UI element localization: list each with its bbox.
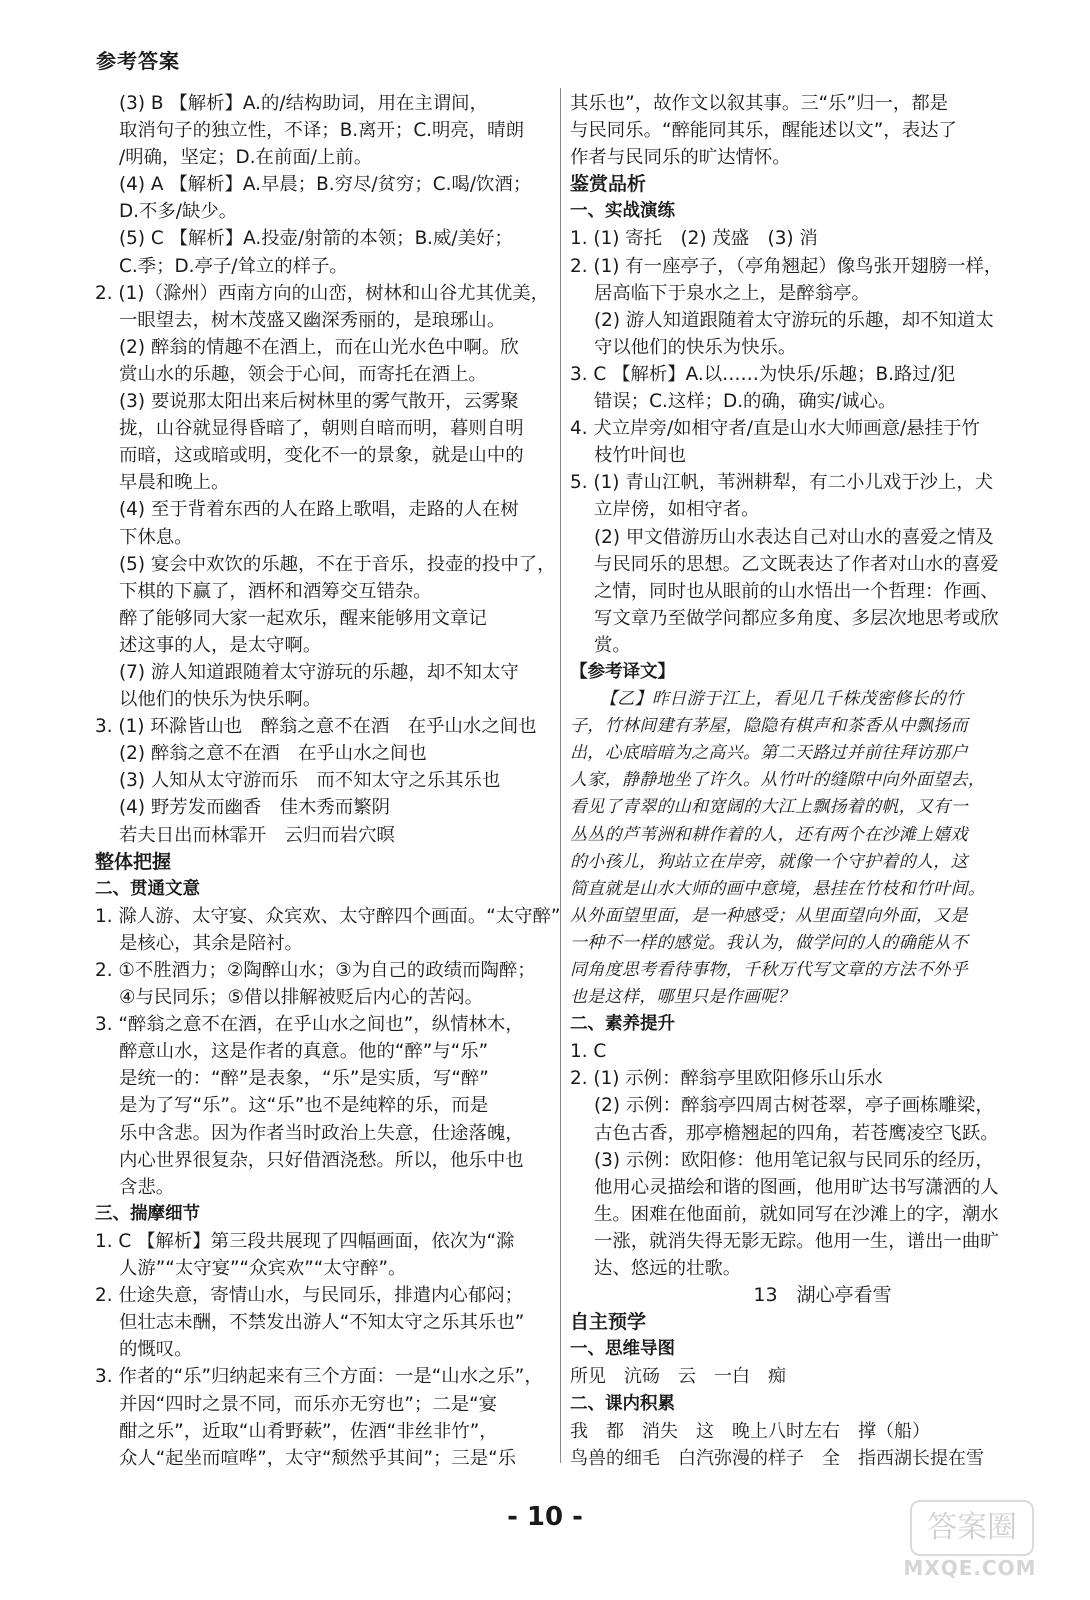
left-text-line: 1. C 【解析】第三段共展现了四幅画面，依次为“滁 bbox=[95, 1230, 515, 1252]
right-text-line: 鸟兽的细毛 白汽弥漫的样子 全 指西湖长提在雪 bbox=[570, 1447, 984, 1469]
right-text-line: 1. (1) 寄托 (2) 茂盛 (3) 消 bbox=[570, 228, 818, 250]
right-text-line: 错误；C.这样；D.的确，确实/诚心。 bbox=[594, 391, 897, 413]
left-text-line: (4) A 【解析】A.早晨；B.穷尽/贫穷；C.喝/饮酒； bbox=[119, 174, 532, 196]
right-text-line: 赏。 bbox=[594, 634, 631, 656]
left-text-line: 以他们的快乐为快乐啊。 bbox=[119, 689, 322, 711]
left-text-line: 整体把握 bbox=[95, 850, 172, 873]
right-text-line: 丛丛的芦苇洲和耕作着的人，还有两个在沙滩上嬉戏 bbox=[570, 824, 968, 845]
right-text-line: 4. 犬立岸旁/如相守者/直是山水大师画意/悬挂于竹 bbox=[570, 418, 980, 440]
right-text-line: 其乐也”，故作文以叙其事。三“乐”归一，都是 bbox=[570, 93, 949, 114]
right-text-line: 他用心灵描绘和谐的图画，他用旷达书写潇洒的人 bbox=[594, 1176, 999, 1198]
right-text-line: 写文章乃至做学问都应多角度、多层次地思考或欣 bbox=[594, 607, 999, 629]
page-header: 参考答案 bbox=[96, 49, 180, 73]
right-text-line: 我 都 消失 这 晚上八时左右 撑（船） bbox=[570, 1420, 930, 1442]
left-text-line: 述这事的人，是太守啊。 bbox=[119, 634, 322, 656]
right-text-line: 之情，同时也从眼前的山水悟出一个哲理：作画、 bbox=[594, 580, 999, 602]
left-text-line: 3. “醉翁之意不在酒，在乎山水之间也”，纵情林木， bbox=[95, 1014, 524, 1036]
left-text-line: 而暗，这或暗或明，变化不一的景象，就是山中的 bbox=[119, 445, 524, 467]
right-text-line: 子，竹林间建有茅屋，隐隐有棋声和茶香从中飘扬而 bbox=[570, 716, 968, 737]
right-text-line: 简直就是山水大师的画中意境，悬挂在竹枝和竹叶间。 bbox=[570, 878, 986, 899]
right-text-line: (3) 示例：欧阳修：他用笔记叙与民同乐的经历， bbox=[594, 1149, 994, 1171]
left-text-line: 赏山水的乐趣，领会于心间，而寄托在酒上。 bbox=[119, 363, 487, 385]
right-text-line: (2) 甲文借游历山水表达自己对山水的喜爱之情及 bbox=[594, 526, 994, 548]
right-text-line: 与民同乐的思想。乙文既表达了作者对山水的喜爱 bbox=[594, 553, 999, 575]
right-text-line: 5. (1) 青山江帆，苇洲耕犁，有二小儿戏于沙上，犬 bbox=[570, 472, 994, 494]
left-text-line: C.季；D.亭子/耸立的样子。 bbox=[119, 255, 348, 277]
left-text-line: (2) 醉翁的情趣不在酒上，而在山光水色中啊。欣 bbox=[119, 336, 519, 358]
right-text-line: 自主预学 bbox=[570, 1311, 647, 1334]
right-text-line: 2. (1) 示例：醉翁亭里欧阳修乐山乐水 bbox=[570, 1068, 883, 1090]
right-text-line: 作者与民同乐的旷达情怀。 bbox=[570, 147, 791, 169]
right-text-line: 也是这样，哪里只是作画呢？ bbox=[570, 987, 795, 1008]
left-text-line: 含悲。 bbox=[119, 1176, 175, 1198]
left-text-line: 人游”“太守宴”“众宾欢”“太守醉”。 bbox=[119, 1258, 407, 1280]
right-text-line: 一、思维导图 bbox=[570, 1339, 675, 1360]
left-text-line: (7) 游人知道跟随着太守游玩的乐趣，却不知太守 bbox=[119, 661, 519, 683]
left-text-line: 若夫日出而林霏开 云归而岩穴暝 bbox=[119, 824, 395, 846]
right-text-line: 居高临下于泉水之上，是醉翁亭。 bbox=[594, 282, 870, 304]
right-text-line: 古色古香，那亭檐翘起的四角，若苍鹰凌空飞跃。 bbox=[594, 1122, 999, 1144]
column-divider bbox=[560, 88, 561, 1463]
watermark bbox=[880, 1500, 1060, 1590]
left-text-line: 2. 仕途失意，寄情山水，与民同乐，排遣内心郁闷； bbox=[95, 1285, 523, 1307]
right-text-line: 出，心底暗暗为之高兴。第二天路过并前往拜访那户 bbox=[570, 743, 968, 764]
left-text-line: (5) C 【解析】A.投壶/射箭的本领；B.威/美好； bbox=[119, 228, 513, 250]
left-text-line: (2) 醉翁之意不在酒 在乎山水之间也 bbox=[119, 743, 427, 765]
left-text-line: 取消句子的独立性，不译；B.离开；C.明亮，晴朗 bbox=[119, 120, 524, 142]
left-text-line: 的慨叹。 bbox=[119, 1339, 193, 1361]
right-text-line: 从外面望里面，是一种感受；从里面望向外面，又是 bbox=[570, 905, 968, 926]
left-text-line: 1. 滁人游、太守宴、众宾欢、太守醉四个画面。“太守醉” bbox=[95, 905, 561, 927]
right-text-line: 3. C 【解析】A.以……为快乐/乐趣；B.路过/犯 bbox=[570, 363, 956, 385]
right-text-line: 生。困难在他面前，就如同写在沙滩上的字，潮水 bbox=[594, 1203, 999, 1225]
watermark-url: MXQE.COM bbox=[903, 1556, 1037, 1580]
left-text-line: 内心世界很复杂，只好借酒浇愁。所以，他乐中也 bbox=[119, 1149, 524, 1171]
left-text-line: 3. (1) 环滁皆山也 醉翁之意不在酒 在乎山水之间也 bbox=[95, 716, 537, 738]
left-text-line: 2. (1)（滁州）西南方向的山峦，树林和山谷尤其优美， bbox=[95, 282, 550, 304]
right-text-line: 一、实战演练 bbox=[570, 201, 675, 222]
left-text-line: 是为了写“乐”。这“乐”也不是纯粹的乐，而是 bbox=[119, 1095, 489, 1117]
left-text-line: (5) 宴会中欢饮的乐趣，不在于音乐，投壶的投中了， bbox=[119, 553, 556, 575]
left-text-line: 酣之乐”，近取“山肴野蔌”，佐酒“非丝非竹”， bbox=[119, 1420, 498, 1442]
right-column bbox=[570, 90, 1015, 1472]
left-text-line: 二、贯通文意 bbox=[95, 878, 200, 899]
left-text-line: 早晨和晚上。 bbox=[119, 472, 230, 494]
left-text-line: (3) 人知从太守游而乐 而不知太守之乐其乐也 bbox=[119, 770, 501, 792]
right-text-line: (2) 游人知道跟随着太守游玩的乐趣，却不知道太 bbox=[594, 309, 994, 331]
left-text-line: (4) 野芳发而幽香 佳木秀而繁阴 bbox=[119, 797, 390, 819]
right-text-line: 二、素养提升 bbox=[570, 1014, 675, 1035]
left-text-line: 醉了能够同大家一起欢乐，醒来能够用文章记 bbox=[119, 607, 487, 629]
right-text-line: 枝竹叶间也 bbox=[594, 445, 686, 467]
right-text-line: 鉴赏品析 bbox=[570, 173, 647, 196]
left-text-line: 乐中含悲。因为作者当时政治上失意，仕途落魄， bbox=[119, 1122, 524, 1144]
left-text-line: (3) B 【解析】A.的/结构助词，用在主谓间， bbox=[119, 93, 488, 114]
left-text-line: 3. 作者的“乐”归纳起来有三个方面：一是“山水之乐”， bbox=[95, 1366, 543, 1388]
left-text-line: 并因“四时之景不同，而乐亦无穷也”；二是“宴 bbox=[119, 1393, 498, 1415]
right-text-line: 二、课内积累 bbox=[570, 1393, 675, 1414]
left-text-line: 但壮志未酬，不禁发出游人“不知太守之乐其乐也” bbox=[119, 1312, 525, 1334]
right-text-line: 的小孩儿，狗站立在岸旁，就像一个守护着的人，这 bbox=[570, 851, 968, 872]
left-text-line: 是统一的：“醉”是表象，“乐”是实质，写“醉” bbox=[119, 1068, 489, 1090]
right-text-line: 2. (1) 有一座亭子，（亭角翘起）像鸟张开翅膀一样， bbox=[570, 255, 1003, 277]
right-text-line: 同角度思考看待事物，千秋万代写文章的方法不外乎 bbox=[570, 960, 968, 980]
watermark-logo: 答案圈 bbox=[910, 1500, 1034, 1556]
right-text-line: 所见 沆砀 云 一白 痴 bbox=[570, 1366, 786, 1388]
left-text-line: 2. ①不胜酒力；②陶醉山水；③为自己的政绩而陶醉； bbox=[95, 960, 536, 981]
left-text-line: ④与民同乐；⑤借以排解被贬后内心的苦闷。 bbox=[119, 987, 484, 1009]
left-column bbox=[95, 90, 561, 1472]
left-text-line: 拢，山谷就显得昏暗了，朝则自暗而明，暮则自明 bbox=[119, 418, 524, 440]
left-text-line: /明确，坚定；D.在前面/上前。 bbox=[119, 147, 373, 169]
left-text-line: 众人“起坐而喧哗”，太守“颓然乎其间”；三是“乐 bbox=[119, 1447, 517, 1469]
page-number: - 10 - bbox=[507, 1502, 583, 1532]
right-text-line: 一涨，就消失得无影无踪。他用一生，谱出一曲旷 bbox=[594, 1230, 999, 1252]
right-text-line: 一种不一样的感觉。我认为，做学问的人的确能从不 bbox=[570, 932, 968, 953]
left-text-line: 一眼望去，树木茂盛又幽深秀丽的，是琅琊山。 bbox=[119, 309, 506, 331]
right-text-line: 【乙】昨日游于江上，看见几千株茂密修长的竹 bbox=[600, 689, 964, 710]
left-text-line: 下棋的下赢了，酒杯和酒筹交互错杂。 bbox=[119, 580, 432, 602]
right-text-line: 立岸傍，如相守者。 bbox=[594, 499, 760, 521]
right-text-line: (2) 示例：醉翁亭四周古树苍翠，亭子画栋雕梁， bbox=[594, 1095, 994, 1117]
left-text-line: (3) 要说那太阳出来后树林里的雾气散开，云雾聚 bbox=[119, 391, 519, 413]
left-text-line: 三、揣摩细节 bbox=[95, 1203, 200, 1224]
right-text-line: 人家，静静地坐了许久。从竹叶的缝隙中向外面望去， bbox=[570, 770, 986, 791]
right-text-line: 守以他们的快乐为快乐。 bbox=[594, 336, 797, 358]
right-text-line: 与民同乐。“醉能同其乐，醒能述以文”，表达了 bbox=[570, 120, 957, 142]
right-text-line: 看见了青翠的山和宽阔的大江上飘扬着的帆，又有一 bbox=[570, 797, 968, 818]
left-text-line: 下休息。 bbox=[119, 526, 193, 548]
left-text-line: 醉意山水，这是作者的真意。他的“醉”与“乐” bbox=[119, 1041, 489, 1063]
right-text-line: 13 湖心亭看雪 bbox=[753, 1284, 892, 1307]
left-text-line: D.不多/缺少。 bbox=[119, 201, 238, 223]
right-text-line: 【参考译文】 bbox=[570, 661, 675, 682]
right-text-line: 达、悠远的壮歌。 bbox=[594, 1258, 742, 1280]
right-text-line: 1. C bbox=[570, 1041, 607, 1063]
left-text-line: 是核心，其余是陪衬。 bbox=[119, 932, 303, 954]
left-text-line: (4) 至于背着东西的人在路上歌唱，走路的人在树 bbox=[119, 499, 519, 521]
